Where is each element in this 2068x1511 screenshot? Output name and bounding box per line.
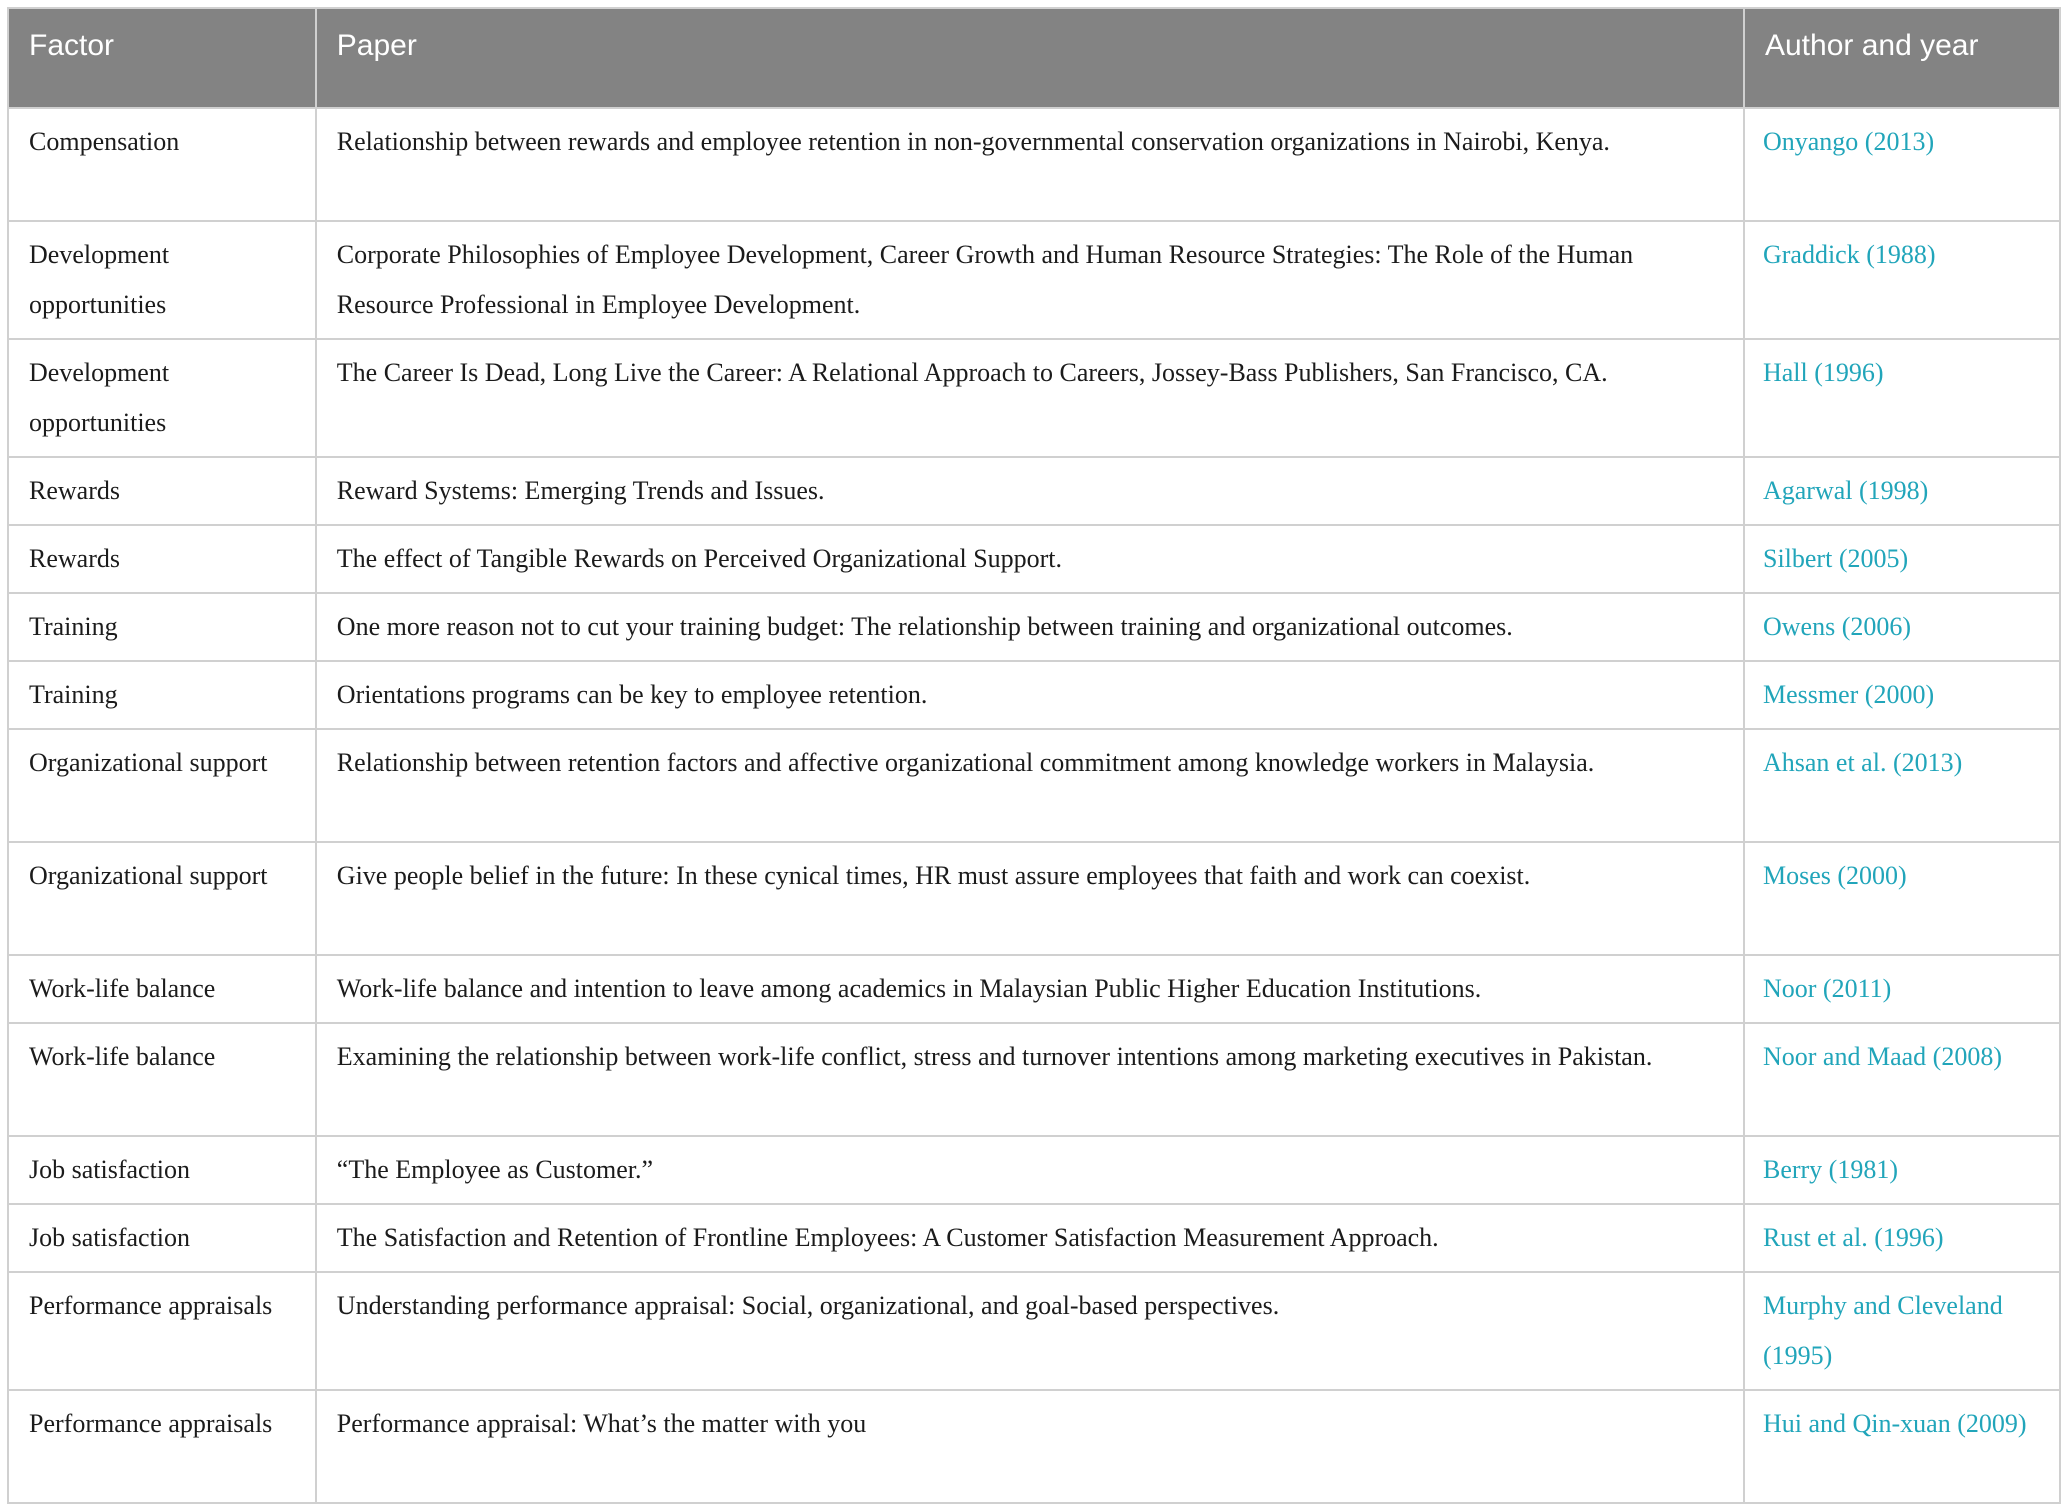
table-row bbox=[8, 661, 2060, 729]
table-row bbox=[8, 525, 2060, 593]
author-cell bbox=[1744, 1023, 2060, 1136]
paper-cell: Orientations programs can be key to employee retention. bbox=[316, 661, 1744, 729]
author-cell bbox=[1744, 661, 2060, 729]
author-cell bbox=[1744, 339, 2060, 457]
author-link[interactable]: Messmer (2000) bbox=[1762, 680, 1935, 709]
author-link[interactable]: Silbert (2005) bbox=[1762, 544, 1909, 573]
paper-cell: Relationship between rewards and employee retention in non-governmental conservation organizations in Nairobi, Kenya. bbox=[316, 108, 1744, 221]
paper-cell: “The Employee as Customer.” bbox=[316, 1136, 1744, 1204]
factor-cell: Development opportunities bbox=[8, 339, 316, 457]
table-row bbox=[8, 842, 2060, 955]
author-cell bbox=[1744, 525, 2060, 593]
paper-cell: Corporate Philosophies of Employee Development, Career Growth and Human Resource Strategies: The Role of the Human Resource Professional in Employee Development. bbox=[316, 221, 1744, 339]
author-link[interactable]: Hall (1996) bbox=[1762, 358, 1884, 387]
author-cell bbox=[1744, 729, 2060, 842]
author-cell bbox=[1744, 955, 2060, 1023]
author-link[interactable]: Hui and Qin-xuan (2009) bbox=[1762, 1409, 2027, 1438]
author-link[interactable]: Noor and Maad (2008) bbox=[1762, 1042, 2002, 1071]
author-link[interactable]: Onyango (2013) bbox=[1762, 127, 1935, 156]
table-row bbox=[8, 1023, 2060, 1136]
factor-cell: Rewards bbox=[8, 525, 316, 593]
author-cell bbox=[1744, 593, 2060, 661]
factor-cell: Training bbox=[8, 661, 316, 729]
author-link[interactable]: Graddick (1988) bbox=[1762, 240, 1936, 269]
table-row bbox=[8, 339, 2060, 457]
author-cell bbox=[1744, 108, 2060, 221]
factor-cell: Performance appraisals bbox=[8, 1390, 316, 1503]
factor-cell: Performance appraisals bbox=[8, 1272, 316, 1390]
factor-cell: Organizational support bbox=[8, 842, 316, 955]
table-row bbox=[8, 729, 2060, 842]
factor-cell: Job satisfaction bbox=[8, 1136, 316, 1204]
author-cell bbox=[1744, 1204, 2060, 1272]
paper-cell: Performance appraisal: What’s the matter with you bbox=[316, 1390, 1744, 1503]
author-cell bbox=[1744, 1390, 2060, 1503]
paper-cell: One more reason not to cut your training budget: The relationship between training and organizational outcomes. bbox=[316, 593, 1744, 661]
paper-cell: Examining the relationship between work-life conflict, stress and turnover intentions among marketing executives in Pakistan. bbox=[316, 1023, 1744, 1136]
paper-cell: The Career Is Dead, Long Live the Career: A Relational Approach to Careers, Jossey-Bass Publishers, San Francisco, CA. bbox=[316, 339, 1744, 457]
paper-cell: Work-life balance and intention to leave among academics in Malaysian Public Higher Education Institutions. bbox=[316, 955, 1744, 1023]
column-header-factor: Factor bbox=[8, 8, 316, 108]
table-row bbox=[8, 457, 2060, 525]
header-row bbox=[8, 8, 2060, 108]
table-row bbox=[8, 1272, 2060, 1390]
factor-cell: Rewards bbox=[8, 457, 316, 525]
factor-cell: Job satisfaction bbox=[8, 1204, 316, 1272]
factor-cell: Compensation bbox=[8, 108, 316, 221]
author-link[interactable]: Noor (2011) bbox=[1762, 974, 1892, 1003]
table-row bbox=[8, 593, 2060, 661]
author-link[interactable]: Ahsan et al. (2013) bbox=[1762, 748, 1963, 777]
author-cell bbox=[1744, 457, 2060, 525]
column-header-author-and-year: Author and year bbox=[1744, 8, 2060, 108]
author-link[interactable]: Murphy and Cleveland (1995) bbox=[1762, 1291, 2003, 1370]
paper-cell: Understanding performance appraisal: Social, organizational, and goal-based perspectives. bbox=[316, 1272, 1744, 1390]
factor-cell: Work-life balance bbox=[8, 955, 316, 1023]
author-link[interactable]: Berry (1981) bbox=[1762, 1155, 1898, 1184]
column-header-paper: Paper bbox=[316, 8, 1744, 108]
table-row bbox=[8, 221, 2060, 339]
author-link[interactable]: Agarwal (1998) bbox=[1762, 476, 1929, 505]
paper-cell: The Satisfaction and Retention of Frontline Employees: A Customer Satisfaction Measurement Approach. bbox=[316, 1204, 1744, 1272]
paper-cell: Relationship between retention factors and affective organizational commitment among knowledge workers in Malaysia. bbox=[316, 729, 1744, 842]
factor-cell: Development opportunities bbox=[8, 221, 316, 339]
paper-cell: The effect of Tangible Rewards on Perceived Organizational Support. bbox=[316, 525, 1744, 593]
factor-cell: Organizational support bbox=[8, 729, 316, 842]
table-row bbox=[8, 1204, 2060, 1272]
factor-cell: Training bbox=[8, 593, 316, 661]
author-cell bbox=[1744, 842, 2060, 955]
paper-cell: Reward Systems: Emerging Trends and Issues. bbox=[316, 457, 1744, 525]
author-link[interactable]: Owens (2006) bbox=[1762, 612, 1912, 641]
table-row bbox=[8, 1390, 2060, 1503]
table-row bbox=[8, 108, 2060, 221]
table-row bbox=[8, 1136, 2060, 1204]
author-cell bbox=[1744, 221, 2060, 339]
author-link[interactable]: Moses (2000) bbox=[1762, 861, 1907, 890]
author-cell bbox=[1744, 1272, 2060, 1390]
factors-table bbox=[7, 7, 2061, 1504]
paper-cell: Give people belief in the future: In these cynical times, HR must assure employees that faith and work can coexist. bbox=[316, 842, 1744, 955]
author-cell bbox=[1744, 1136, 2060, 1204]
table-row bbox=[8, 955, 2060, 1023]
factor-cell: Work-life balance bbox=[8, 1023, 316, 1136]
author-link[interactable]: Rust et al. (1996) bbox=[1762, 1223, 1944, 1252]
